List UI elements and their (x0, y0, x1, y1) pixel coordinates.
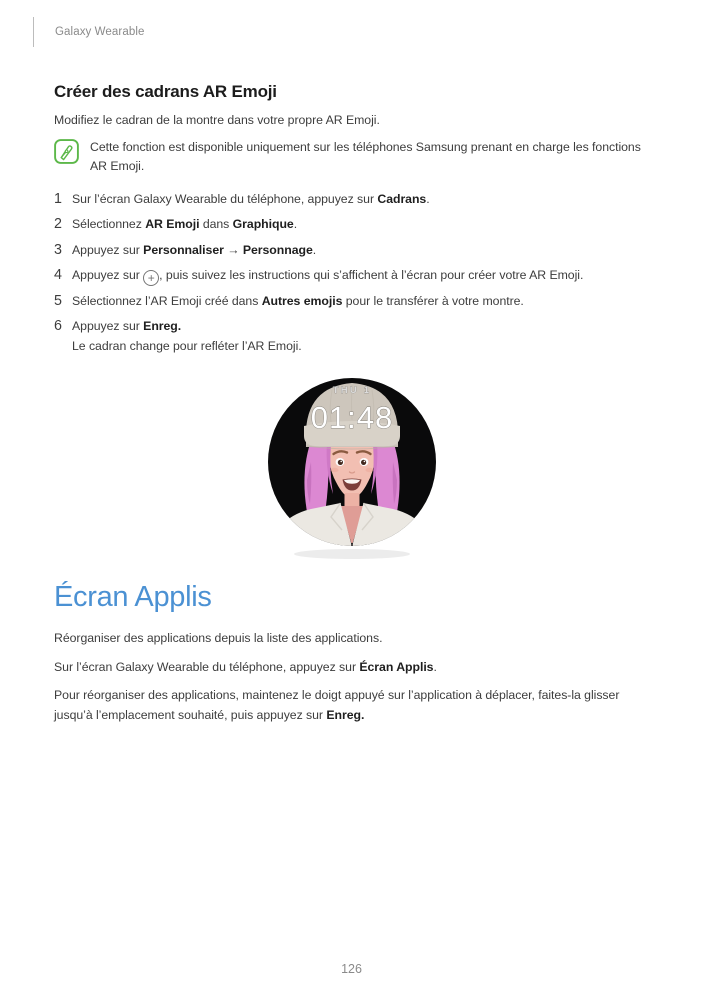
text-run: Appuyez sur (72, 319, 144, 333)
step-result-text: Le cadran change pour refléter l’AR Emoji. (72, 338, 302, 353)
step-number: 1 (54, 190, 62, 207)
step-number: 2 (54, 216, 62, 232)
chapter-paragraph (54, 658, 649, 678)
page-number: 126 (341, 962, 362, 976)
chapter-title: Écran Applis (54, 581, 212, 613)
running-header-label: Galaxy Wearable (55, 26, 145, 38)
section-title: Créer des cadrans AR Emoji (54, 82, 277, 101)
text-run: Réorganiser des applications depuis la liste des applications. (54, 631, 383, 645)
section-intro: Modifiez le cadran de la montre dans votre propre AR Emoji. (54, 113, 380, 127)
watch-face-image (252, 362, 452, 567)
step-item-6 (54, 317, 649, 356)
text-run: Graphique (232, 217, 294, 231)
text-run: Écran Applis (359, 659, 434, 674)
step-item-1 (54, 190, 649, 210)
step-number: 4 (54, 267, 62, 283)
text-run: . (426, 191, 430, 206)
step-text (72, 317, 649, 337)
step-item-2 (54, 215, 649, 235)
text-run: Sur l’écran Galaxy Wearable du téléphone, appuyez sur (54, 659, 360, 674)
chapter-intro (54, 629, 649, 649)
text-run: Sélectionnez (72, 217, 146, 231)
chapter-paragraph (54, 686, 649, 725)
step-item-5 (54, 292, 649, 312)
watch-day-label: THU 1 (332, 385, 371, 396)
text-run: Personnaliser (143, 242, 224, 257)
text-run: Cadrans (377, 191, 427, 206)
page-footer (0, 962, 703, 976)
text-run: pour le transférer à votre montre. (342, 293, 524, 308)
note-box (54, 138, 649, 177)
section-ar-emoji (54, 82, 649, 567)
text-run: Enreg. (143, 319, 182, 333)
page-content (54, 82, 649, 734)
step-text (72, 292, 649, 312)
watch-face-figure (54, 362, 649, 567)
steps-list (54, 190, 649, 357)
add-circle-icon: + (143, 270, 159, 286)
text-run: Personnage (242, 242, 313, 257)
step-item-3 (54, 241, 649, 261)
step-text (72, 266, 649, 286)
watch-shadow (294, 549, 410, 559)
text-run: dans (199, 217, 233, 231)
text-run: . (433, 659, 437, 674)
text-run: Appuyez sur (72, 268, 144, 282)
step-number: 6 (54, 318, 62, 334)
step-text (72, 241, 649, 261)
step-text (72, 190, 649, 210)
note-text: Cette fonction est disponible uniquement sur les téléphones Samsung prenant en charge les fonctions AR Emoji. (90, 139, 641, 173)
watch-time: 01:48 (310, 400, 393, 435)
step-item-4 (54, 266, 649, 286)
running-header (33, 17, 145, 47)
text-run: Sélectionnez l’AR Emoji créé dans (72, 293, 262, 308)
section-apps-screen (54, 581, 649, 725)
text-run: AR Emoji (145, 217, 200, 231)
pencil-square-icon (54, 139, 79, 164)
text-run: . (312, 242, 317, 257)
text-run: . (293, 217, 298, 231)
text-run: Autres emojis (261, 293, 343, 308)
step-number: 5 (54, 292, 62, 309)
text-run: , puis suivez les instructions qui s’affichent à l’écran pour créer votre AR Emoji. (159, 268, 584, 282)
text-run: Enreg. (326, 707, 365, 722)
text-run: Pour réorganiser des applications, maintenez le doigt appuyé sur l’application à déplacer, faites-la glisser jusqu’à l’emplacement souhaité, puis appuyez sur (54, 688, 620, 722)
text-run: → (223, 242, 243, 257)
text-run: Sur l’écran Galaxy Wearable du téléphone, appuyez sur (72, 191, 378, 206)
step-text (72, 215, 649, 235)
step-number: 3 (54, 241, 62, 258)
text-run: Appuyez sur (72, 242, 144, 257)
